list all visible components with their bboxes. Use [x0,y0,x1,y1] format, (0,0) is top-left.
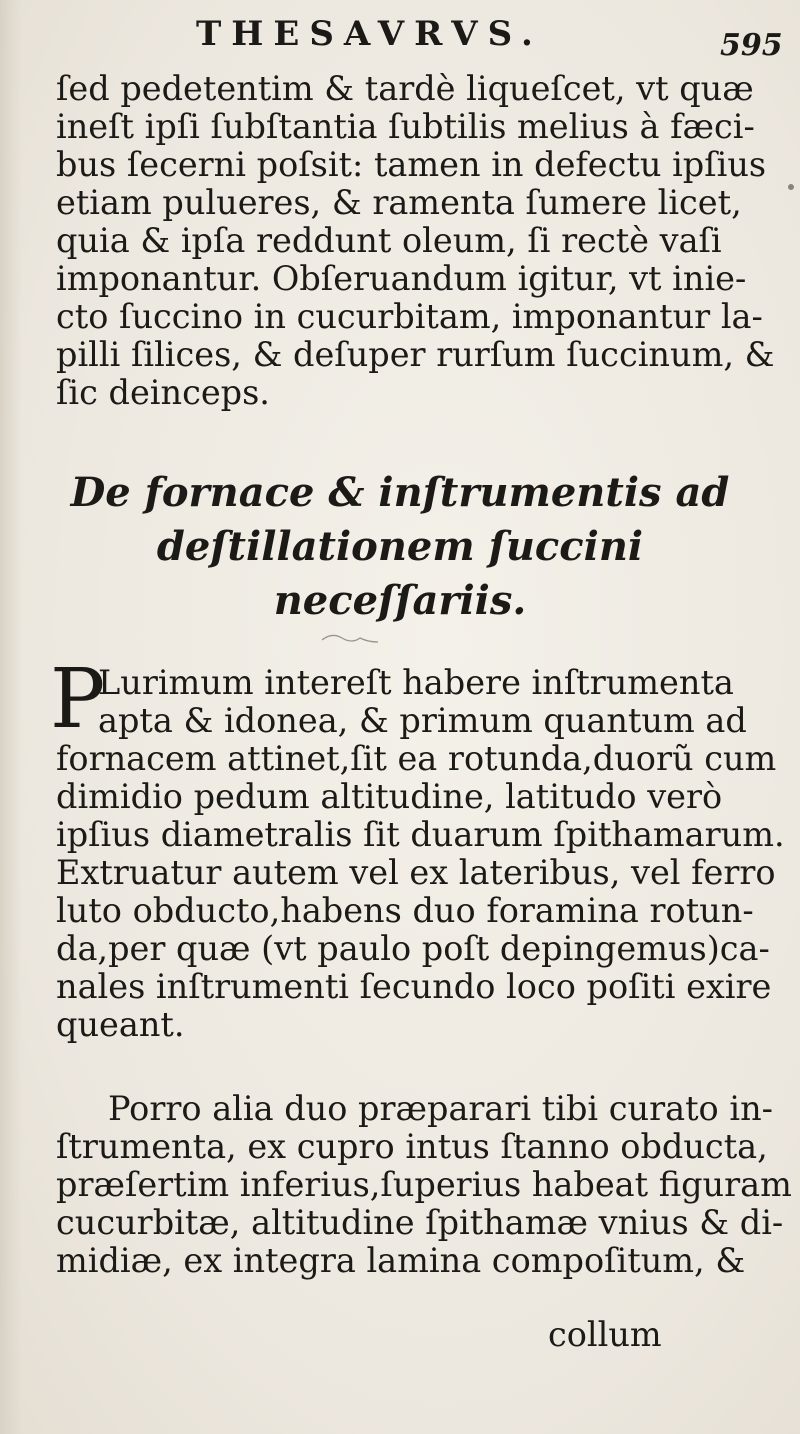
text-line: apta & idonea, & primum quantum ad [98,701,747,740]
title-line: De fornace & inſtrumentis ad [70,469,730,516]
drop-cap: P [50,652,106,747]
text-line: Lurimum intereſt habere inſtrumenta [98,663,734,702]
text-line: ſtrumenta, ex cupro intus ſtanno obducta, [56,1127,768,1166]
paragraph-1 [56,70,780,412]
flourish-ornament [320,630,380,644]
text-line: cto ſuccino in cucurbitam, imponantur la- [56,297,763,336]
text-line: etiam pulueres, & ramenta ſumere licet, [56,183,742,222]
text-line: imponantur. Obſeruandum igitur, vt inie- [56,259,747,298]
text-line: ineſt ipſi ſubſtantia ſubtilis melius à fæci- [56,107,755,146]
text-line: dimidio pedum altitudine, latitudo verò [56,777,723,816]
ink-spot [788,184,794,190]
text-line: ipſius diametralis ſit duarum ſpithamarum. [56,815,785,854]
paragraph-2 [56,663,785,1044]
text-line: fornacem attinet,ſit ea rotunda,duorũ cum [56,739,777,778]
running-head: THESAVRVS. [196,14,543,54]
text-line: pilli ſilices, & deſuper rurſum ſuccinum, & [56,335,775,374]
text-line: Porro alia duo præparari tibi curato in- [108,1089,773,1128]
title-line: neceſſariis. [273,577,527,624]
page-number: 595 [720,28,783,63]
catchword: collum [548,1315,662,1354]
page-header [0,12,800,64]
text-line: luto obducto,habens duo foramina rotun- [56,891,754,930]
page-gutter-shadow [0,0,22,1434]
text-line: cucurbitæ, altitudine ſpithamæ vnius & di- [56,1203,784,1242]
text-line: midiæ, ex integra lamina compoſitum, & [56,1241,746,1280]
text-line: nales inſtrumenti ſecundo loco poſiti exire [56,967,772,1006]
text-line: ſed pedetentim & tardè liqueſcet, vt quæ [56,69,754,108]
text-line: quia & ipſa reddunt oleum, ſi rectè vaſi [56,221,722,260]
text-line: da,per quæ (vt paulo poſt depingemus)ca- [56,929,770,968]
text-line: præſertim inferius,ſuperius habeat figuram [56,1165,792,1204]
text-line: bus ſecerni poſsit: tamen in defectu ipſius [56,145,767,184]
text-line: queant. [56,1005,185,1044]
paragraph-3 [56,1089,792,1280]
text-line: Extruatur autem vel ex lateribus, vel ferro [56,853,776,892]
text-line: ſic deinceps. [56,373,270,412]
title-line: deſtillationem ſuccini [156,523,644,570]
section-title [40,466,760,628]
